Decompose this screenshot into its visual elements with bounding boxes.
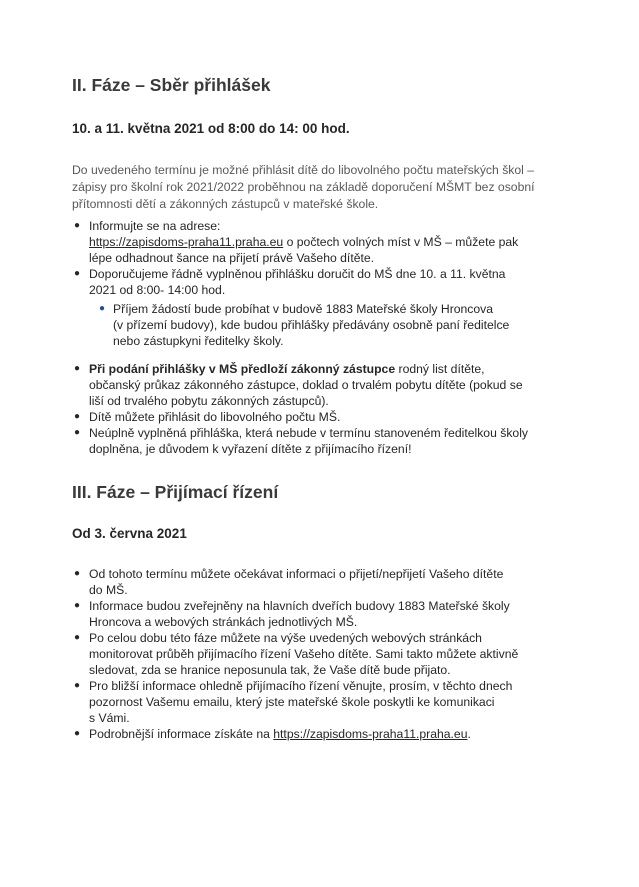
item-line	[89, 726, 572, 742]
phase3-date: Od 3. června 2021	[72, 526, 187, 541]
item-line: do MŠ.	[89, 583, 128, 597]
intro-line: přítomnosti dětí a zákonných zástupců v mateřské škole.	[72, 197, 379, 211]
item-line: Neúplně vyplněná přihláška, která nebude v termínu stanoveném ředitelkou školy	[89, 426, 528, 440]
intro-line: Do uvedeného termínu je možné přihlásit dítě do libovolného počtu mateřských škol –	[72, 163, 535, 177]
bullet-icon: ●	[74, 568, 81, 579]
item-text: Podrobnější informace získáte na	[89, 727, 274, 741]
item-line: liší od trvalého pobytu zákonných zástupců).	[89, 394, 329, 408]
list-item	[72, 598, 572, 630]
phase2-heading: II. Fáze – Sběr přihlášek	[72, 75, 271, 95]
list-item	[72, 266, 572, 349]
item-text: .	[467, 727, 471, 741]
item-line: Informace budou zveřejněny na hlavních dveřích budovy 1883 Mateřské školy	[89, 599, 510, 613]
bullet-icon: ●	[74, 600, 81, 611]
item-line: Hroncova a webových stránkách jednotlivých MŠ.	[89, 615, 358, 629]
phase2-intro	[72, 162, 582, 213]
item-line: 2021 od 8:00- 14:00 hod.	[89, 283, 226, 297]
item-line: Od tohoto termínu můžete očekávat informaci o přijetí/nepřijetí Vašeho dítěte	[89, 567, 504, 581]
item-line: doplněna, je důvodem k vyřazení dítěte z přijímacího řízení!	[89, 442, 412, 456]
bullet-icon: ●	[74, 427, 81, 438]
item-line: Příjem žádostí bude probíhat v budově 1883 Mateřské školy Hroncova	[113, 302, 494, 316]
phase3-heading: III. Fáze – Přijímací řízení	[72, 482, 279, 502]
item-line: (v přízemí budovy), kde budou přihlášky předávány osobně paní ředitelce	[113, 318, 510, 332]
sub-list	[89, 301, 572, 349]
sub-list-item	[89, 301, 572, 349]
item-line: s Vámi.	[89, 711, 130, 725]
bullet-icon: ●	[74, 268, 81, 279]
item-line: Informujte se na adrese:	[89, 219, 221, 233]
list-item	[72, 726, 572, 742]
bullet-icon: ●	[74, 680, 81, 691]
item-line: lépe odhadnout šance na přijetí právě Vašeho dítěte.	[89, 251, 375, 265]
list-item	[72, 425, 572, 457]
list-item	[72, 218, 572, 266]
item-line	[89, 361, 572, 377]
item-line: nebo zástupkyni ředitelky školy.	[113, 334, 284, 348]
bullet-icon: ●	[74, 363, 81, 374]
list-item	[72, 630, 572, 678]
intro-line: zápisy pro školní rok 2021/2022 proběhnou na základě doporučení MŠMT bez osobní	[72, 180, 535, 194]
phase2-list	[72, 218, 572, 457]
list-item	[72, 566, 572, 598]
item-text: o počtech volných míst v MŠ – můžete pak	[283, 235, 519, 249]
list-item	[72, 361, 572, 409]
item-line: monitorovat průběh přijímacího řízení Vašeho dítěte. Sami takto můžete aktivně	[89, 647, 519, 661]
phase3-list	[72, 566, 572, 742]
item-line: pozornost Vašemu emailu, který jste mateřské škole poskytli ke komunikaci	[89, 695, 495, 709]
item-line	[89, 234, 572, 250]
zapis-link[interactable]: https://zapisdoms-praha11.praha.eu	[89, 235, 284, 249]
item-line: sledovat, zda se hranice neposunula tak, že Vaše dítě bude přijato.	[89, 663, 451, 677]
bullet-icon: ●	[74, 220, 81, 231]
zapis-link[interactable]: https://zapisdoms-praha11.praha.eu	[273, 727, 468, 741]
item-line: Dítě můžete přihlásit do libovolného počtu MŠ.	[89, 410, 341, 424]
item-line: Doporučujeme řádně vyplněnou přihlášku doručit do MŠ dne 10. a 11. května	[89, 267, 506, 281]
bullet-icon: ●	[74, 728, 81, 739]
bullet-blue-icon: ●	[99, 303, 106, 314]
item-line: Po celou dobu této fáze můžete na výše uvedených webových stránkách	[89, 631, 482, 645]
item-line: Pro bližší informace ohledně přijímacího řízení věnujte, prosím, v těchto dnech	[89, 679, 513, 693]
bullet-icon: ●	[74, 411, 81, 422]
item-line: občanský průkaz zákonného zástupce, doklad o trvalém pobytu dítěte (pokud se	[89, 378, 523, 392]
list-item	[72, 678, 572, 726]
item-text: rodný list dítěte,	[395, 362, 485, 376]
phase2-date: 10. a 11. května 2021 od 8:00 do 14: 00 hod.	[72, 121, 350, 136]
bullet-icon: ●	[74, 632, 81, 643]
item-bold-text: Při podání přihlášky v MŠ předloží zákonný zástupce	[89, 362, 396, 376]
list-item	[72, 409, 572, 425]
